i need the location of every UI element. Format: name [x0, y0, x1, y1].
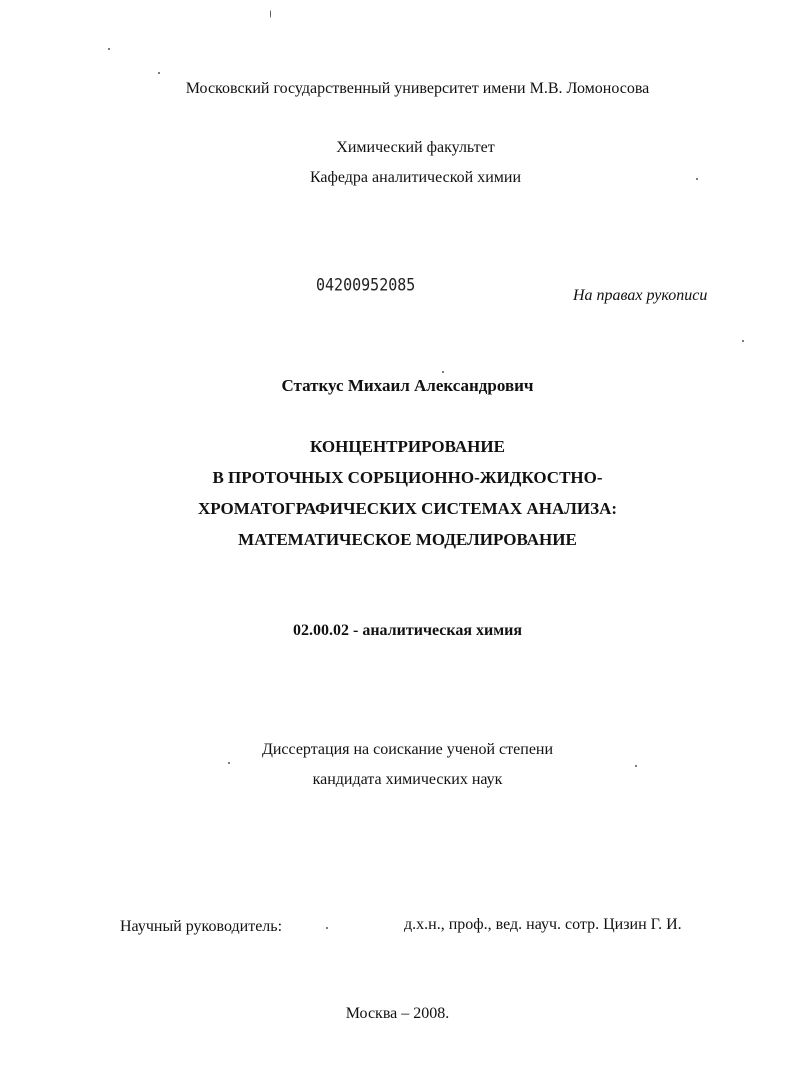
- department-name: Кафедра аналитической химии: [309, 169, 522, 186]
- dissertation-title-line: КОНЦЕНТРИРОВАНИЕ: [310, 437, 505, 456]
- scan-speck: [742, 340, 744, 342]
- scan-speck: [158, 72, 160, 74]
- scan-speck: [635, 765, 637, 767]
- supervisor-label: Научный руководитель:: [120, 918, 283, 935]
- supervisor-name: д.х.н., проф., вед. науч. сотр. Цизин Г. И.: [404, 916, 682, 933]
- specialty-code: 02.00.02 - аналитическая химия: [292, 622, 522, 639]
- scan-speck: [326, 927, 328, 929]
- dissertation-title-line: МАТЕМАТИЧЕСКОЕ МОДЕЛИРОВАНИЕ: [238, 530, 577, 549]
- dissertation-title-line: ХРОМАТОГРАФИЧЕСКИХ СИСТЕМАХ АНАЛИЗА:: [197, 499, 618, 518]
- scan-speck: [228, 762, 230, 764]
- dissertation-title-line: В ПРОТОЧНЫХ СОРБЦИОННО-ЖИДКОСТНО-: [212, 468, 603, 487]
- degree-statement-line: кандидата химических наук: [312, 771, 503, 788]
- author-name: Статкус Михаил Александрович: [281, 376, 534, 395]
- archive-number: 04200952085: [316, 275, 416, 295]
- city-year: Москва – 2008.: [345, 1005, 450, 1022]
- university-name: Московский государственный университет имени М.В. Ломоносова: [185, 80, 650, 97]
- faculty-name: Химический факультет: [336, 139, 495, 156]
- manuscript-rights-note: На правах рукописи: [573, 287, 708, 304]
- scan-speck: [270, 10, 271, 18]
- scan-speck: [442, 371, 444, 373]
- degree-statement-line: Диссертация на соискание ученой степени: [261, 741, 554, 758]
- scan-speck: [696, 178, 698, 180]
- scan-speck: [108, 48, 110, 50]
